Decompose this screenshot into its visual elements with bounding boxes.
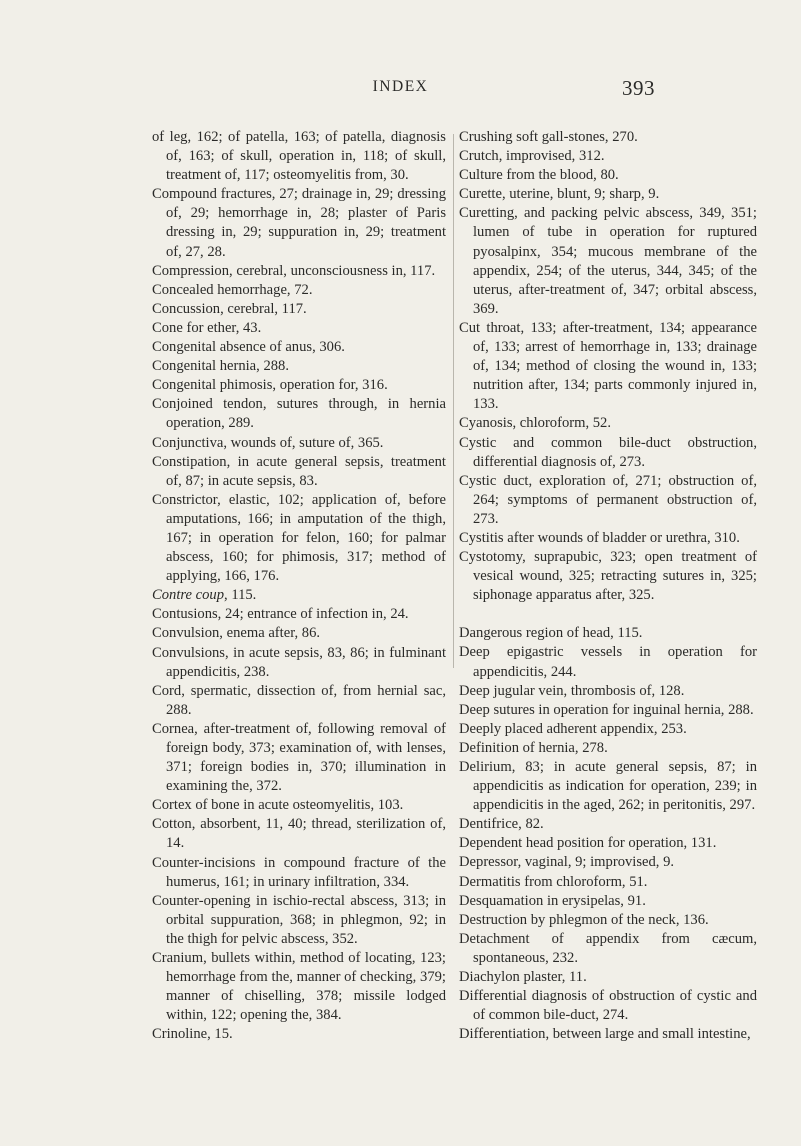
column-divider — [453, 134, 454, 668]
index-entry-text: Differential diagnosis of obstruction of cystic and of common bile-duct, 274. — [459, 988, 757, 1024]
section-gap — [459, 605, 757, 624]
index-entry-text: Compound fractures, 27; drainage in, 29; dressing of, 29; hemorrhage in, 28; plaster of Paris dressing in, 29; suppuration in, 29; treatment of, 27, 28. — [152, 186, 446, 260]
index-entry-text: Culture from the blood, 80. — [459, 167, 619, 184]
index-entry — [152, 185, 446, 261]
index-entry-text: Cystitis after wounds of bladder or urethra, 310. — [459, 529, 740, 546]
index-entry-text: Congenital absence of anus, 306. — [152, 339, 345, 356]
index-entry — [459, 624, 757, 643]
index-entry-text: Convulsion, enema after, 86. — [152, 625, 321, 642]
index-entry — [152, 1025, 446, 1044]
index-entry-text: Desquamation in erysipelas, 91. — [459, 892, 646, 909]
index-entry-text: Cystic duct, exploration of, 271; obstruction of, 264; symptoms of permanent obstruction of, 273. — [459, 472, 757, 527]
index-entry — [152, 453, 446, 491]
index-entry — [459, 758, 757, 815]
index-entry — [459, 911, 757, 930]
index-entry — [152, 605, 446, 624]
index-entry — [459, 968, 757, 987]
index-entry — [152, 682, 446, 720]
index-entry — [459, 739, 757, 758]
index-entry — [459, 701, 757, 720]
index-entry-text: Contusions, 24; entrance of infection in, 24. — [152, 606, 409, 623]
page-number: 393 — [622, 76, 655, 100]
index-entry — [152, 586, 446, 605]
index-entry-text: Deeply placed adherent appendix, 253. — [459, 720, 687, 737]
index-section-d — [459, 624, 757, 1044]
index-entry — [152, 624, 446, 643]
index-entry — [459, 987, 757, 1025]
index-entry — [459, 319, 757, 414]
page-header-title: INDEX — [372, 78, 429, 95]
index-entry-text: Delirium, 83; in acute general sepsis, 87; in appendicitis as indication for operation, 239; in appendicitis in the aged, 262; in peritonitis, 297. — [459, 759, 757, 814]
index-entry — [459, 834, 757, 853]
index-entry — [459, 892, 757, 911]
index-entry-italic-term: Contre coup — [152, 587, 225, 604]
index-entry-text: Concealed hemorrhage, 72. — [152, 281, 313, 298]
index-entry — [152, 796, 446, 815]
index-entry-text: Dependent head position for operation, 131. — [459, 835, 717, 852]
index-column-left — [152, 128, 446, 1045]
index-column-right — [459, 128, 757, 1044]
index-entry — [459, 472, 757, 529]
index-entry — [152, 491, 446, 586]
index-entry — [459, 643, 757, 681]
index-entry-text: Conjoined tendon, sutures through, in hernia operation, 289. — [152, 396, 446, 432]
index-entry-text: Crutch, improvised, 312. — [459, 148, 605, 165]
index-entry-text: Deep jugular vein, thrombosis of, 128. — [459, 682, 685, 699]
index-entry — [459, 873, 757, 892]
index-section-c — [459, 128, 757, 605]
index-entry — [152, 644, 446, 682]
index-entry — [459, 930, 757, 968]
index-entry — [459, 682, 757, 701]
index-entry-text: Counter-opening in ischio-rectal abscess, 313; in orbital suppuration, 368; in phlegmon, 92; in the thigh for pelvic abscess, 352. — [152, 892, 446, 947]
index-entry-text: Cone for ether, 43. — [152, 319, 262, 336]
index-entry-text: Congenital phimosis, operation for, 316. — [152, 377, 388, 394]
index-entry-text: Cranium, bullets within, method of locating, 123; hemorrhage from the, manner of checking, 379; manner of chiselling, 378; missile lodged within, 122; opening the, 384. — [152, 950, 446, 1024]
index-entry-text: Curette, uterine, blunt, 9; sharp, 9. — [459, 186, 660, 203]
index-entry — [459, 128, 757, 147]
index-entry — [152, 892, 446, 949]
index-entry-text: Cortex of bone in acute osteomyelitis, 103. — [152, 797, 404, 814]
index-entry-text: Cystotomy, suprapubic, 323; open treatment of vesical wound, 325; retracting sutures in, 325; siphonage apparatus after, 325. — [459, 549, 757, 604]
index-entry — [152, 720, 446, 796]
index-entry — [152, 376, 446, 395]
index-entry — [152, 854, 446, 892]
index-entry — [459, 1025, 757, 1044]
index-entry — [459, 147, 757, 166]
index-entry — [459, 853, 757, 872]
index-entry — [152, 128, 446, 185]
index-entry-text: Crinoline, 15. — [152, 1026, 233, 1043]
index-entry — [459, 529, 757, 548]
index-entry — [152, 815, 446, 853]
index-entry-text: Counter-incisions in compound fracture of the humerus, 161; in urinary infiltration, 334. — [152, 854, 446, 890]
index-entry-text: Depressor, vaginal, 9; improvised, 9. — [459, 854, 675, 871]
index-entry — [152, 434, 446, 453]
index-entry-text: Cyanosis, chloroform, 52. — [459, 415, 612, 432]
index-entry-text: Constrictor, elastic, 102; application of, before amputations, 166; in amputation of the thigh, 167; in operation for felon, 160; for palmar abscess, 160; for phimosis, 317; method of applying, 166, 176. — [152, 491, 446, 585]
index-entry-text: , 115. — [224, 587, 257, 604]
index-entry-text: Deep sutures in operation for inguinal hernia, 288. — [459, 701, 754, 718]
index-entry-text: Destruction by phlegmon of the neck, 136. — [459, 911, 709, 928]
index-entry-text: Concussion, cerebral, 117. — [152, 300, 307, 317]
index-entry-text: Constipation, in acute general sepsis, treatment of, 87; in acute sepsis, 83. — [152, 453, 446, 489]
index-entry — [459, 166, 757, 185]
index-entry-text: Cystic and common bile-duct obstruction, differential diagnosis of, 273. — [459, 434, 757, 470]
index-entry-text: Dentifrice, 82. — [459, 816, 544, 833]
index-entry — [459, 815, 757, 834]
index-entry-text: Compression, cerebral, unconsciousness in, 117. — [152, 262, 436, 279]
index-entry — [152, 357, 446, 376]
index-entry — [152, 319, 446, 338]
index-entry — [152, 949, 446, 1025]
index-entry — [459, 434, 757, 472]
index-entry-text: Congenital hernia, 288. — [152, 358, 289, 375]
index-entry — [459, 548, 757, 605]
index-entry — [152, 338, 446, 357]
index-entry — [152, 262, 446, 281]
index-entry — [459, 204, 757, 319]
index-entry — [152, 300, 446, 319]
index-entry-text: Conjunctiva, wounds of, suture of, 365. — [152, 434, 384, 451]
index-entry-text: Definition of hernia, 278. — [459, 739, 608, 756]
index-entry-text: Crushing soft gall-stones, 270. — [459, 129, 638, 145]
index-entry-text: of leg, 162; of patella, 163; of patella, diagnosis of, 163; of skull, operation in, 118; of skull, treatment of, 117; osteomyelitis from, 30. — [152, 129, 446, 184]
index-entry-text: Deep epigastric vessels in operation for appendicitis, 244. — [459, 644, 757, 680]
index-entry — [152, 395, 446, 433]
index-entry-text: Cut throat, 133; after-treatment, 134; appearance of, 133; arrest of hemorrhage in, 133; drainage of, 134; method of closing the wound in, 133; nutrition after, 134; parts commonly injured in, 133. — [459, 319, 757, 413]
index-entry-text: Curetting, and packing pelvic abscess, 349, 351; lumen of tube in operation for ruptured pyosalpinx, 354; mucous membrane of the appendix, 254; of the uterus, 344, 345; of the uterus, after-treatment of, 347; orbital abscess, 369. — [459, 205, 757, 317]
index-entry — [459, 414, 757, 433]
index-entry-text: Cornea, after-treatment of, following removal of foreign body, 373; examination of, with lenses, 371; foreign bodies in, 370; illumination in examining the, 372. — [152, 720, 446, 795]
index-entry-text: Dangerous region of head, 115. — [459, 625, 643, 642]
index-entry — [459, 720, 757, 739]
index-entry-text: Convulsions, in acute sepsis, 83, 86; in fulminant appendicitis, 238. — [152, 644, 446, 680]
index-entry-text: Cord, spermatic, dissection of, from hernial sac, 288. — [152, 682, 446, 718]
index-entry-text: Differentiation, between large and small intestine, — [459, 1026, 751, 1043]
index-entry — [459, 185, 757, 204]
index-entry-text: Cotton, absorbent, 11, 40; thread, sterilization of, 14. — [152, 816, 446, 852]
index-entry — [152, 281, 446, 300]
index-entry-text: Dermatitis from chloroform, 51. — [459, 873, 648, 890]
index-entry-text: Detachment of appendix from cæcum, spontaneous, 232. — [459, 930, 757, 966]
index-entry-text: Diachylon plaster, 11. — [459, 969, 587, 986]
